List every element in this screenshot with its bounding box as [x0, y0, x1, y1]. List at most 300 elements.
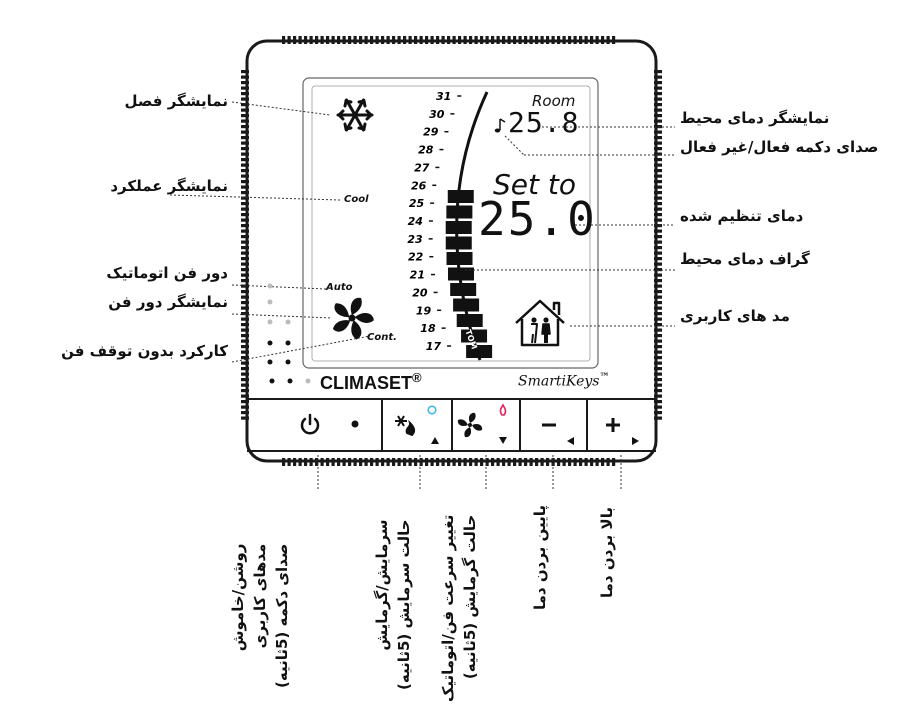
vent-slot [654, 411, 662, 414]
vent-slot [654, 274, 662, 277]
vent-slot [348, 36, 351, 44]
vent-slot [557, 458, 560, 466]
vent-slot [241, 136, 249, 139]
vent-slot [241, 318, 249, 321]
vent-slot [654, 147, 662, 150]
vent-slot [596, 458, 599, 466]
vent-slot [502, 458, 505, 466]
vent-slot [241, 109, 249, 112]
vent-slot [241, 378, 249, 381]
label-down-line-1: پایین بردن دما [531, 504, 549, 610]
vent-slot [241, 147, 249, 150]
brand-name: CLIMASET [320, 373, 412, 393]
vent-slot [524, 458, 527, 466]
vent-slot [282, 36, 285, 44]
vent-slot [585, 36, 588, 44]
vent-slot [387, 458, 390, 466]
vent-slot [654, 92, 662, 95]
vent-slot [654, 186, 662, 189]
vent-slot [585, 458, 588, 466]
vent-slot [436, 36, 439, 44]
vent-slot [530, 458, 533, 466]
vent-slot [654, 109, 662, 112]
vent-slot [574, 36, 577, 44]
mode-text-cool: Cool [344, 194, 369, 205]
vent-slot [654, 312, 662, 315]
vent-slot [420, 36, 423, 44]
vent-slot [519, 458, 522, 466]
vent-slot [654, 120, 662, 123]
vent-bottom [282, 458, 615, 466]
vent-slot [654, 136, 662, 139]
scale-tick-label: 29 [423, 125, 439, 139]
vent-slot [654, 98, 662, 101]
vent-slot [241, 213, 249, 216]
setto-label: Set to [493, 168, 576, 201]
vent-slot [654, 400, 662, 403]
vent-slot [590, 458, 593, 466]
vent-slot [376, 36, 379, 44]
vent-slot [343, 458, 346, 466]
graph-tag: TOM [463, 328, 479, 351]
mode-button[interactable] [383, 400, 452, 450]
vent-slot [654, 103, 662, 106]
vent-slot [535, 458, 538, 466]
graph-bar [446, 237, 472, 250]
vent-slot [288, 36, 291, 44]
vent-slot [241, 406, 249, 409]
vent-slot [612, 36, 615, 44]
vent-slot [299, 458, 302, 466]
temp-down-button[interactable] [521, 400, 587, 450]
vent-slot [654, 81, 662, 84]
vent-slot [332, 36, 335, 44]
vent-slot [241, 219, 249, 222]
vent-slot [654, 191, 662, 194]
vent-slot [601, 36, 604, 44]
vent-slot [337, 36, 340, 44]
vent-slot [502, 36, 505, 44]
vent-slot [654, 257, 662, 260]
vent-slot [409, 36, 412, 44]
vent-slot [654, 417, 662, 420]
label-up [596, 507, 618, 598]
scale-tick-label: 24 [407, 215, 423, 228]
vent-slot [241, 131, 249, 134]
vent-slot [464, 36, 467, 44]
power-button[interactable] [250, 400, 382, 450]
scale-tick-label: 22 [408, 250, 424, 264]
vent-slot [241, 274, 249, 277]
house-icon [516, 301, 564, 345]
vent-slot [241, 257, 249, 260]
series-name: SmartiKeys [518, 373, 600, 390]
vent-slot [654, 356, 662, 359]
music-note-icon [495, 119, 505, 133]
vent-slot [241, 164, 249, 167]
vent-slot [552, 36, 555, 44]
vent-slot [387, 36, 390, 44]
vent-slot [654, 296, 662, 299]
set-temperature: 25.0 [478, 192, 597, 246]
vent-slot [304, 458, 307, 466]
temp-up-button[interactable] [588, 400, 654, 450]
vent-slot [654, 114, 662, 117]
vent-slot [365, 36, 368, 44]
vent-slot [293, 36, 296, 44]
vent-slot [241, 285, 249, 288]
vent-slot [557, 36, 560, 44]
vent-slot [310, 36, 313, 44]
vent-slot [241, 186, 249, 189]
vent-slot [241, 153, 249, 156]
vent-slot [293, 458, 296, 466]
vent-slot [654, 197, 662, 200]
vent-slot [241, 373, 249, 376]
vent-slot [241, 411, 249, 414]
vent-slot [654, 246, 662, 249]
vent-slot [409, 458, 412, 466]
vent-slot [469, 458, 472, 466]
graph-bar [453, 299, 479, 312]
label-fan-line-1: تغییر سرعت فن/اتوماتیک [439, 514, 457, 702]
vent-slot [579, 36, 582, 44]
vent-slot [241, 224, 249, 227]
vent-slot [414, 36, 417, 44]
vent-slot [241, 142, 249, 145]
vent-slot [241, 367, 249, 370]
vent-slot [326, 458, 329, 466]
vent-slot [579, 458, 582, 466]
vent-slot [654, 87, 662, 90]
vent-slot [241, 389, 249, 392]
vent-slot [354, 36, 357, 44]
vent-slot [654, 241, 662, 244]
vent-slot [241, 395, 249, 398]
vent-slot [431, 458, 434, 466]
vent-slot [241, 180, 249, 183]
label-continuous-fan: کارکرد بدون توقف فن [61, 342, 228, 360]
vent-slot [241, 351, 249, 354]
vent-slot [654, 70, 662, 73]
vent-slot [654, 362, 662, 365]
vent-slot [519, 36, 522, 44]
vent-slot [241, 290, 249, 293]
vent-slot [601, 458, 604, 466]
series-logo [518, 372, 609, 390]
vent-slot [568, 36, 571, 44]
vent-slot [654, 164, 662, 167]
vent-slot [241, 301, 249, 304]
vent-slot [654, 307, 662, 310]
vent-slot [654, 202, 662, 205]
scale-tick-label: 31 [436, 90, 452, 103]
vent-slot [654, 389, 662, 392]
vent-slot [654, 279, 662, 282]
brand-logo [320, 370, 422, 394]
vent-slot [513, 458, 516, 466]
vent-slot [370, 36, 373, 44]
vent-slot [241, 307, 249, 310]
vent-slot [392, 36, 395, 44]
vent-slot [241, 323, 249, 326]
label-season-indicator: نمایشگر فصل [124, 92, 228, 110]
vent-slot [654, 367, 662, 370]
vent-slot [241, 340, 249, 343]
vent-slot [654, 373, 662, 376]
scale-tick-label: 27 [414, 161, 430, 175]
scale-tick-label: 17 [425, 340, 442, 353]
vent-slot [654, 131, 662, 134]
vent-slot [241, 362, 249, 365]
vent-slot [403, 36, 406, 44]
vent-slot [241, 400, 249, 403]
label-power-line-3: صدای دکمه (5ثانیه) [273, 543, 291, 688]
vent-slot [442, 36, 445, 44]
scale-tick-label: 30 [429, 107, 445, 121]
vent-slot [241, 87, 249, 90]
scale-tick-label: 28 [418, 143, 434, 157]
vent-slot [563, 36, 566, 44]
room-temperature: 25.8 [508, 106, 580, 139]
vent-slot [288, 458, 291, 466]
vent-slot [574, 458, 577, 466]
vent-slot [464, 458, 467, 466]
label-mode-line-1: سرمایش/گرمایش [373, 519, 391, 651]
vent-slot [241, 246, 249, 249]
vent-slot [654, 230, 662, 233]
vent-slot [508, 458, 511, 466]
vent-slot [304, 36, 307, 44]
vent-slot [654, 169, 662, 172]
graph-bar [448, 190, 474, 203]
vent-slot [241, 202, 249, 205]
vent-slot [321, 458, 324, 466]
vent-slot [241, 169, 249, 172]
vent-slot [607, 458, 610, 466]
vent-slot [348, 458, 351, 466]
vent-slot [654, 208, 662, 211]
vent-slot [241, 279, 249, 282]
graph-bar [457, 314, 483, 327]
fan-text-auto: Auto [326, 282, 353, 293]
vent-slot [541, 458, 544, 466]
vent-slot [241, 241, 249, 244]
vent-slot [241, 114, 249, 117]
label-temp-graph: گراف دمای محیط [680, 250, 810, 268]
vent-slot [241, 208, 249, 211]
vent-slot [654, 378, 662, 381]
vent-slot [590, 36, 593, 44]
vent-slot [414, 458, 417, 466]
vent-slot [241, 384, 249, 387]
vent-slot [654, 158, 662, 161]
vent-slot [563, 458, 566, 466]
vent-top [282, 36, 615, 44]
vent-slot [654, 180, 662, 183]
vent-slot [376, 458, 379, 466]
vent-slot [546, 36, 549, 44]
vent-slot [299, 36, 302, 44]
vent-slot [359, 458, 362, 466]
vent-slot [403, 458, 406, 466]
series-mark: ™ [599, 372, 610, 383]
scale-tick-label: 25 [408, 197, 425, 211]
scale-tick-label: 21 [409, 268, 425, 282]
vent-slot [654, 76, 662, 79]
vent-slot [241, 230, 249, 233]
vent-slot [458, 458, 461, 466]
label-fan [437, 515, 481, 702]
vent-slot [453, 36, 456, 44]
vent-slot [491, 36, 494, 44]
label-room-temp-indicator: نمایشگر دمای محیط [680, 109, 830, 127]
vent-slot [282, 458, 285, 466]
vent-slot [315, 36, 318, 44]
vent-slot [447, 36, 450, 44]
vent-slot [508, 36, 511, 44]
vent-slot [654, 301, 662, 304]
vent-slot [241, 345, 249, 348]
vent-slot [535, 36, 538, 44]
vent-slot [241, 120, 249, 123]
vent-slot [241, 191, 249, 194]
vent-slot [241, 268, 249, 271]
vent-slot [241, 252, 249, 255]
vent-slot [241, 92, 249, 95]
vent-slot [654, 329, 662, 332]
vent-slot [310, 458, 313, 466]
scale-tick-label: 19 [415, 304, 432, 318]
vent-slot [654, 142, 662, 145]
vent-slot [654, 263, 662, 266]
label-power [227, 544, 293, 688]
vent-slot [343, 36, 346, 44]
vent-slot [365, 458, 368, 466]
vent-slot [654, 175, 662, 178]
vent-slot [241, 329, 249, 332]
vent-slot [654, 252, 662, 255]
label-mode [371, 519, 415, 690]
snowflake-icon [338, 100, 372, 130]
vent-slot [241, 158, 249, 161]
vent-slot [480, 36, 483, 44]
vent-slot [431, 36, 434, 44]
vent-slot [442, 458, 445, 466]
vent-slot [241, 296, 249, 299]
scale-tick-label: 23 [407, 232, 423, 246]
fan-speed-dots [268, 284, 311, 384]
vent-slot [654, 213, 662, 216]
vent-slot [654, 290, 662, 293]
vent-slot [654, 345, 662, 348]
fan-button[interactable] [453, 400, 520, 450]
room-label: Room [532, 92, 576, 110]
vent-slot [241, 98, 249, 101]
vent-slot [425, 458, 428, 466]
vent-slot [241, 81, 249, 84]
vent-slot [241, 334, 249, 337]
vent-slot [524, 36, 527, 44]
vent-slot [241, 125, 249, 128]
vent-slot [447, 458, 450, 466]
vent-slot [453, 458, 456, 466]
vent-slot [381, 36, 384, 44]
graph-bar [448, 268, 474, 281]
vent-slot [321, 36, 324, 44]
label-up-line-1: بالا بردن دما [598, 507, 616, 598]
vent-slot [241, 263, 249, 266]
vent-slot [607, 36, 610, 44]
label-set-temp: دمای تنظیم شده [680, 207, 804, 225]
vent-slot [241, 70, 249, 73]
vent-slot [654, 351, 662, 354]
vent-slot [425, 36, 428, 44]
vent-slot [381, 458, 384, 466]
vent-slot [241, 235, 249, 238]
vent-slot [436, 458, 439, 466]
label-mode-line-2: حالت سرمایش (5ثانیه) [395, 519, 413, 690]
vent-slot [332, 458, 335, 466]
vent-slot [654, 395, 662, 398]
vent-slot [241, 417, 249, 420]
scale-tick-label: 26 [410, 179, 427, 193]
vent-slot [596, 36, 599, 44]
vent-slot [480, 458, 483, 466]
vent-slot [359, 36, 362, 44]
vent-slot [530, 36, 533, 44]
graph-bar [446, 206, 472, 219]
scale-tick-label: 18 [420, 322, 436, 336]
fan-text-cont: Cont. [367, 332, 397, 343]
vent-slot [475, 458, 478, 466]
label-fan-speed-indicator: نمایشگر دور فن [108, 293, 228, 311]
vent-slot [541, 36, 544, 44]
graph-bar [450, 283, 476, 296]
vent-slot [568, 458, 571, 466]
vent-slot [654, 384, 662, 387]
vent-slot [497, 458, 500, 466]
vent-slot [392, 458, 395, 466]
label-power-line-2: مدهای کاربری [251, 543, 269, 649]
vent-slot [475, 36, 478, 44]
vent-slot [654, 334, 662, 337]
vent-slot [326, 36, 329, 44]
vent-slot [241, 175, 249, 178]
vent-slot [469, 36, 472, 44]
vent-slot [612, 458, 615, 466]
scale-tick-label: 20 [412, 286, 428, 300]
label-user-modes: مد های کاربری [680, 307, 790, 325]
label-power-line-1: روشن/خاموش [229, 543, 247, 652]
vent-slot [354, 458, 357, 466]
vent-slot [398, 36, 401, 44]
vent-slot [654, 340, 662, 343]
vent-slot [654, 235, 662, 238]
label-operation-indicator: نمایشگر عملکرد [110, 177, 228, 195]
brand-mark: ® [412, 370, 422, 385]
vent-slot [458, 36, 461, 44]
vent-slot [491, 458, 494, 466]
label-fan-line-2: حالت گرمایش (5ثانیه) [461, 514, 479, 680]
vent-slot [398, 458, 401, 466]
label-auto-fan-speed: دور فن اتوماتیک [106, 264, 228, 282]
vent-slot [654, 285, 662, 288]
vent-slot [546, 458, 549, 466]
vent-slot [370, 458, 373, 466]
vent-slot [497, 36, 500, 44]
vent-slot [241, 76, 249, 79]
